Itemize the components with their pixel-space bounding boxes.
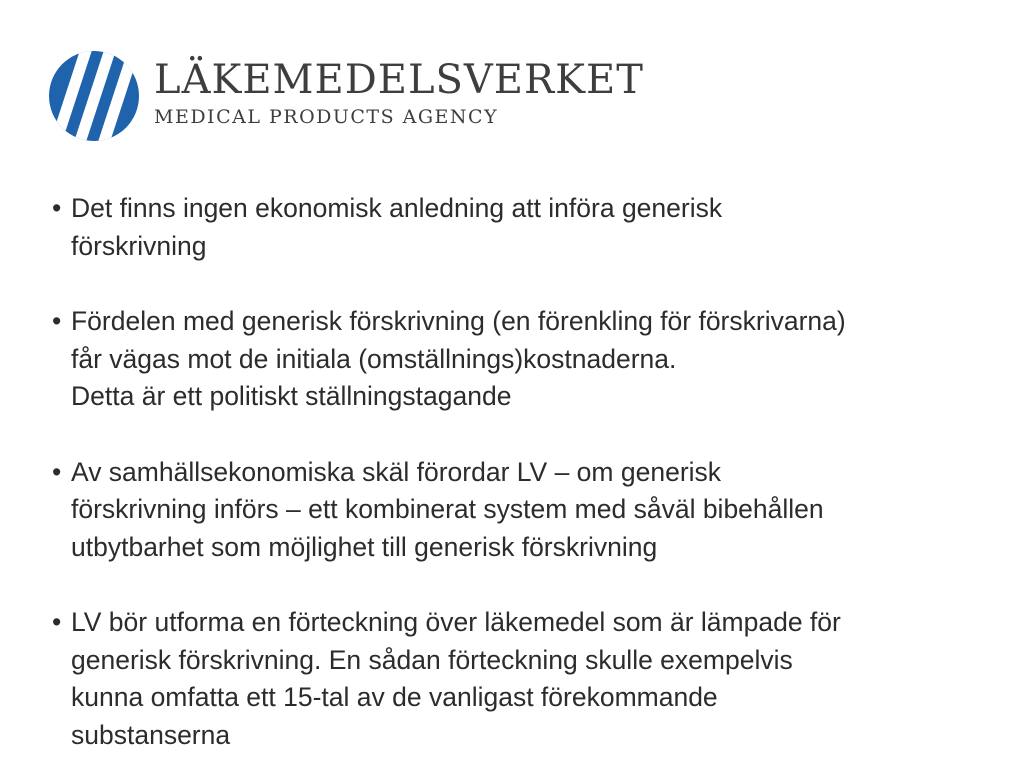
bullet-line: substanserna <box>71 719 231 750</box>
bullet-line: får vägas mot de initiala (omställnings)kostnaderna. <box>71 343 677 374</box>
bullet-line: generisk förskrivning. En sådan förteckning skulle exempelvis <box>71 644 793 675</box>
bullet-line: • Det finns ingen ekonomisk anledning att införa generisk <box>71 193 723 223</box>
agency-logo-icon <box>48 50 140 142</box>
agency-logo <box>48 50 688 142</box>
bullet-line: utbytbarhet som möjlighet till generisk förskrivning <box>71 531 658 562</box>
agency-name: LÄKEMEDELSVERKET <box>154 57 644 103</box>
bullet-line: Detta är ett politiskt ställningstagande <box>71 381 512 411</box>
bullet-item <box>48 303 1013 416</box>
bullet-line: • Fördelen med generisk förskrivning (en förenkling för förskrivarna) <box>71 306 846 336</box>
bullet-list <box>48 190 1013 768</box>
bullet-line: • Av samhällsekonomiska skäl förordar LV – om generisk <box>71 456 722 487</box>
agency-subtitle: MEDICAL PRODUCTS AGENCY <box>154 106 499 128</box>
bullet-line: förskrivning införs – ett kombinerat system med såväl bibehållen <box>71 494 824 524</box>
bullet-line: kunna omfatta ett 15-tal av de vanligast förekommande <box>71 682 718 712</box>
bullet-line: förskrivning <box>71 230 207 261</box>
bullet-line: • LV bör utforma en förteckning över läkemedel som är lämpade för <box>71 607 841 637</box>
bullet-item <box>48 190 1013 265</box>
bullet-item <box>48 604 1013 754</box>
bullet-item <box>48 454 1013 567</box>
